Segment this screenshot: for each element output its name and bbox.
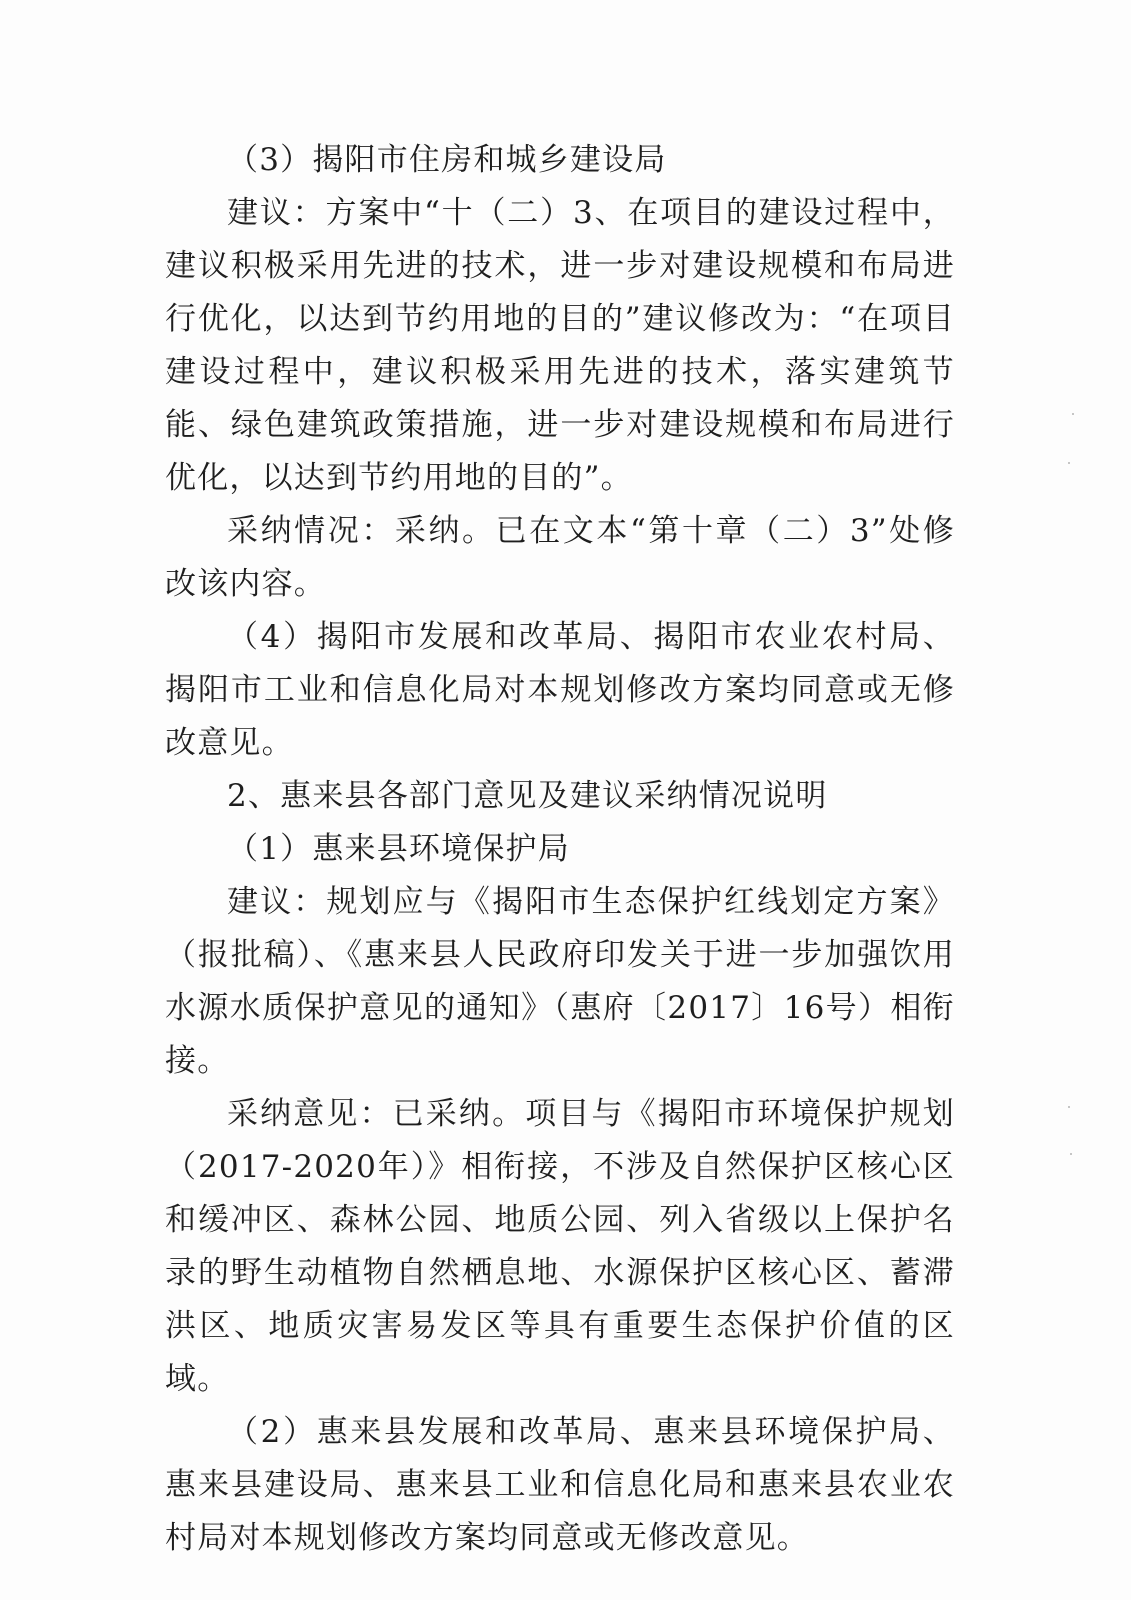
suggestion-huilai-environment-bureau: 建议：规划应与《揭阳市生态保护红线划定方案》（报批稿）、《惠来县人民政府印发关于进一步加强饮用水源水质保护意见的通知》（惠府〔2017〕16号）相衔接。: [165, 884, 955, 1079]
adoption-status-housing-bureau: 采纳情况：采纳。已在文本“第十章（二）3”处修改该内容。: [165, 513, 955, 602]
jieyang-other-bureaus-opinion: （4）揭阳市发展和改革局、揭阳市农业农村局、揭阳市工业和信息化局对本规划修改方案均同意或无修改意见。: [165, 619, 955, 761]
suggestion-housing-bureau: 建议：方案中“十（二）3、在项目的建设过程中，建议积极采用先进的技术，进一步对建设规模和布局进行优化，以达到节约用地的目的”建议修改为：“在项目建设过程中，建议积极采用先进的技术，落实建筑节能、绿色建筑政策措施，进一步对建设规模和布局进行优化，以达到节约用地的目的”。: [165, 195, 955, 496]
adoption-opinion-huilai-environment-bureau: 采纳意见：已采纳。项目与《揭阳市环境保护规划（2017-2020年）》相衔接，不涉及自然保护区核心区和缓冲区、森林公园、地质公园、列入省级以上保护名录的野生动植物自然栖息地、水源保护区核心区、蓄滞洪区、地质灾害易发区等具有重要生态保护价值的区域。: [165, 1096, 955, 1397]
heading-jieyang-housing-bureau: （3）揭阳市住房和城乡建设局: [227, 142, 667, 178]
heading-huilai-environment-bureau: （1）惠来县环境保护局: [227, 831, 570, 867]
section-heading-huilai-departments: 2、惠来县各部门意见及建议采纳情况说明: [227, 778, 828, 814]
scan-speck: [1068, 1106, 1070, 1108]
scan-speck: [1072, 413, 1074, 415]
document-body: [165, 134, 955, 1565]
huilai-other-bureaus-opinion: （2）惠来县发展和改革局、惠来县环境保护局、惠来县建设局、惠来县工业和信息化局和惠来县农业农村局对本规划修改方案均同意或无修改意见。: [165, 1414, 955, 1556]
scan-speck: [1068, 462, 1070, 464]
scan-speck: [1070, 1153, 1072, 1155]
